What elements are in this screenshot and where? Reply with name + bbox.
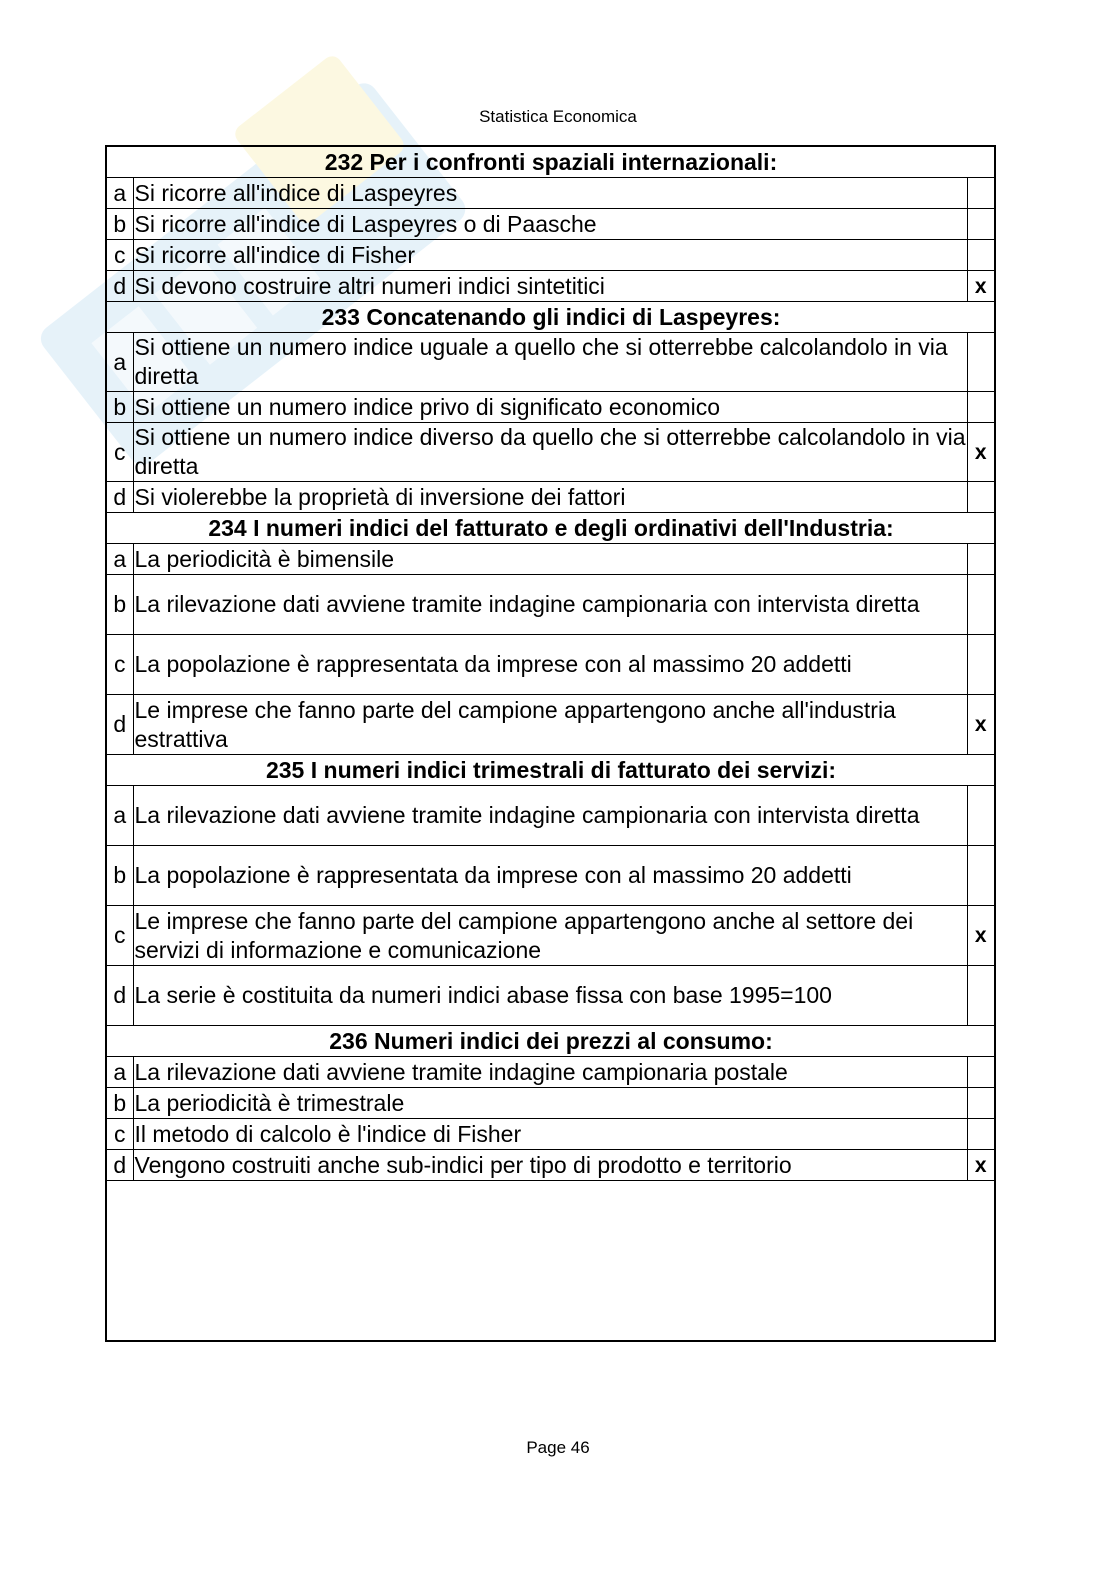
answer-mark [967, 178, 995, 209]
option-text: Si ricorre all'indice di Laspeyres [133, 178, 967, 209]
option-letter: d [106, 1150, 133, 1181]
answer-mark: x [967, 1150, 995, 1181]
option-text: Si ottiene un numero indice uguale a quello che si otterrebbe calcolandolo in via diretta [133, 333, 967, 392]
option-letter: d [106, 695, 133, 755]
option-row [106, 271, 995, 302]
option-row [106, 575, 995, 635]
answer-mark [967, 635, 995, 695]
option-text: Si ottiene un numero indice privo di significato economico [133, 392, 967, 423]
answer-mark: x [967, 695, 995, 755]
option-text: La popolazione è rappresentata da imprese con al massimo 20 addetti [133, 635, 967, 695]
option-row [106, 1057, 995, 1088]
option-row [106, 392, 995, 423]
answer-mark [967, 1088, 995, 1119]
answer-mark: x [967, 906, 995, 966]
option-text: La serie è costituita da numeri indici abase fissa con base 1995=100 [133, 966, 967, 1026]
option-row [106, 906, 995, 966]
option-text: Si ricorre all'indice di Fisher [133, 240, 967, 271]
answer-mark [967, 1057, 995, 1088]
option-row [106, 786, 995, 846]
option-row [106, 209, 995, 240]
option-row [106, 1150, 995, 1181]
option-text: Le imprese che fanno parte del campione appartengono anche al settore dei servizi di informazione e comunicazione [133, 906, 967, 966]
answer-mark [967, 966, 995, 1026]
option-text: La periodicità è trimestrale [133, 1088, 967, 1119]
question-row-233 [106, 302, 995, 333]
answer-mark [967, 575, 995, 635]
answer-mark [967, 482, 995, 513]
option-letter: d [106, 482, 133, 513]
option-text: Il metodo di calcolo è l'indice di Fisher [133, 1119, 967, 1150]
page-header-title: Statistica Economica [479, 107, 637, 126]
answer-mark [967, 333, 995, 392]
question-row-232 [106, 146, 995, 178]
option-text: La rilevazione dati avviene tramite indagine campionaria con intervista diretta [133, 786, 967, 846]
option-letter: a [106, 786, 133, 846]
option-letter: a [106, 333, 133, 392]
option-letter: b [106, 392, 133, 423]
option-letter: c [106, 635, 133, 695]
option-letter: d [106, 271, 133, 302]
option-letter: d [106, 966, 133, 1026]
answer-mark [967, 392, 995, 423]
option-text: La rilevazione dati avviene tramite indagine campionaria postale [133, 1057, 967, 1088]
question-title: 233 Concatenando gli indici di Laspeyres: [106, 302, 995, 333]
empty-area [106, 1181, 995, 1342]
empty-area-row [106, 1181, 995, 1342]
answer-mark [967, 209, 995, 240]
option-letter: b [106, 209, 133, 240]
option-row [106, 846, 995, 906]
option-text: La popolazione è rappresentata da imprese con al massimo 20 addetti [133, 846, 967, 906]
option-row [106, 178, 995, 209]
option-letter: a [106, 178, 133, 209]
option-letter: a [106, 544, 133, 575]
question-row-236 [106, 1026, 995, 1057]
option-text: La rilevazione dati avviene tramite indagine campionaria con intervista diretta [133, 575, 967, 635]
option-row [106, 240, 995, 271]
option-row [106, 544, 995, 575]
option-row [106, 1088, 995, 1119]
answer-mark [967, 240, 995, 271]
answer-mark [967, 786, 995, 846]
option-letter: b [106, 575, 133, 635]
option-letter: c [106, 906, 133, 966]
option-letter: c [106, 1119, 133, 1150]
option-row [106, 1119, 995, 1150]
option-text: La periodicità è bimensile [133, 544, 967, 575]
option-text: Si violerebbe la proprietà di inversione dei fattori [133, 482, 967, 513]
option-letter: b [106, 846, 133, 906]
question-row-235 [106, 755, 995, 786]
answer-mark [967, 1119, 995, 1150]
question-row-234 [106, 513, 995, 544]
quiz-table [105, 145, 996, 1342]
option-letter: c [106, 423, 133, 482]
option-row [106, 482, 995, 513]
page-number: Page 46 [526, 1438, 590, 1457]
option-text: Si devono costruire altri numeri indici sintetitici [133, 271, 967, 302]
option-text: Vengono costruiti anche sub-indici per tipo di prodotto e territorio [133, 1150, 967, 1181]
option-letter: c [106, 240, 133, 271]
question-title: 235 I numeri indici trimestrali di fatturato dei servizi: [106, 755, 995, 786]
option-text: Si ottiene un numero indice diverso da quello che si otterrebbe calcolandolo in via diretta [133, 423, 967, 482]
answer-mark [967, 846, 995, 906]
question-title: 236 Numeri indici dei prezzi al consumo: [106, 1026, 995, 1057]
option-text: Si ricorre all'indice di Laspeyres o di Paasche [133, 209, 967, 240]
option-row [106, 333, 995, 392]
answer-mark: x [967, 271, 995, 302]
option-row [106, 423, 995, 482]
option-row [106, 966, 995, 1026]
option-letter: b [106, 1088, 133, 1119]
question-title: 232 Per i confronti spaziali internazionali: [106, 146, 995, 178]
answer-mark [967, 544, 995, 575]
option-row [106, 695, 995, 755]
option-text: Le imprese che fanno parte del campione appartengono anche all'industria estrattiva [133, 695, 967, 755]
option-letter: a [106, 1057, 133, 1088]
answer-mark: x [967, 423, 995, 482]
question-title: 234 I numeri indici del fatturato e degli ordinativi dell'Industria: [106, 513, 995, 544]
option-row [106, 635, 995, 695]
